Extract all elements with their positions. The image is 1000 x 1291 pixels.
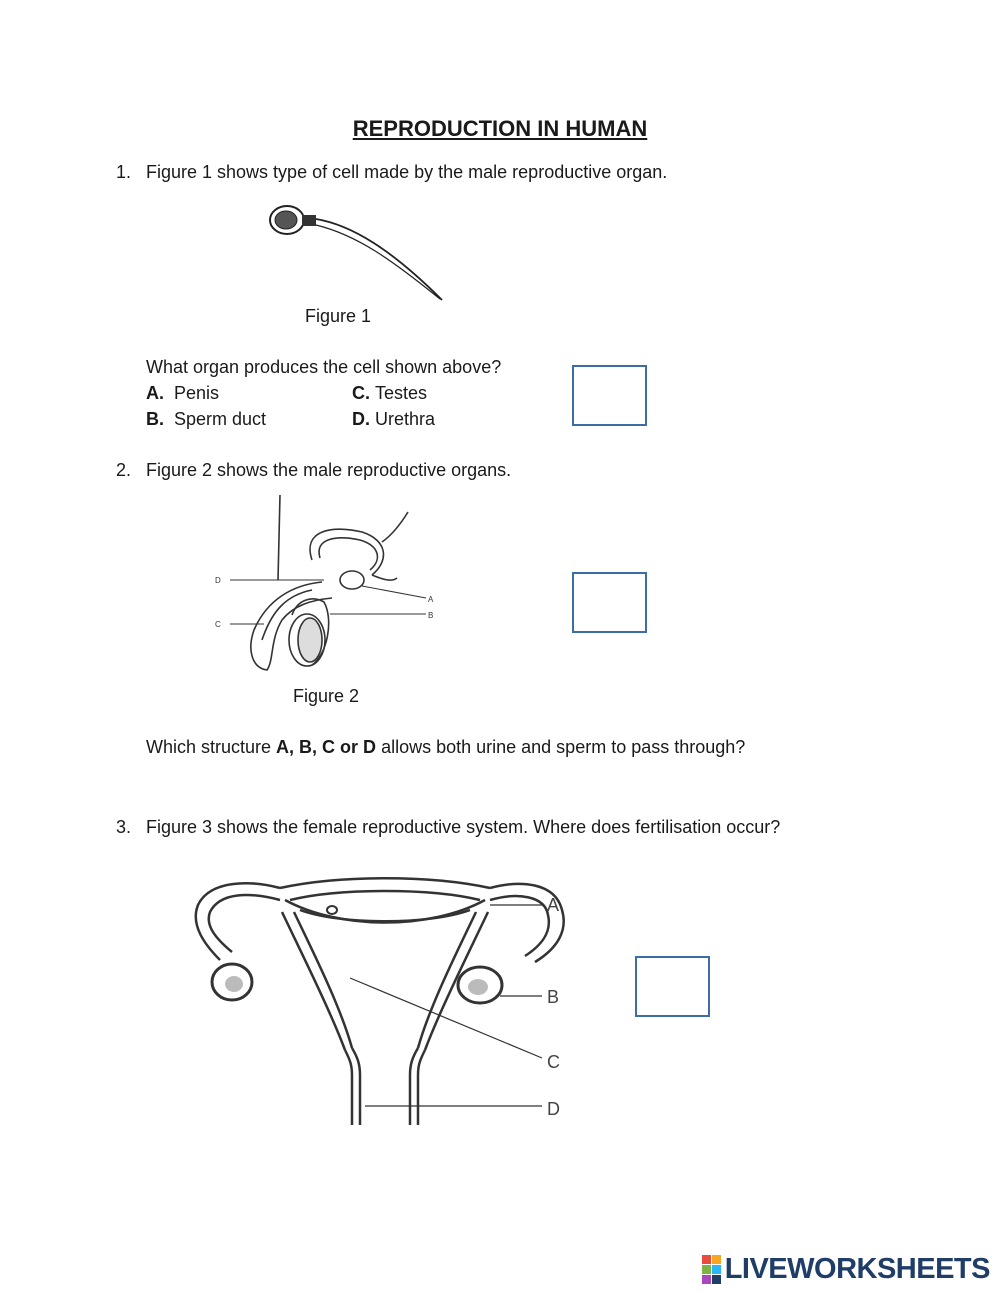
answer-box-2[interactable] — [572, 572, 647, 633]
option-d-letter: D. — [352, 409, 370, 429]
liveworksheets-logo[interactable] — [702, 1252, 990, 1286]
question-2-prompt-end: allows both urine and sperm to pass through? — [376, 737, 746, 757]
option-b-text: Sperm duct — [174, 409, 267, 429]
option-d-text: Urethra — [375, 409, 436, 429]
option-c — [352, 383, 427, 404]
figure-1-caption: Figure 1 — [305, 306, 372, 326]
fig3-label-c: C — [547, 1052, 560, 1072]
question-2-text — [116, 460, 511, 481]
option-c-text: Testes — [375, 383, 428, 403]
answer-box-1[interactable] — [572, 365, 647, 426]
question-3-text — [116, 817, 780, 838]
option-a-letter: A. — [146, 383, 164, 403]
question-2-prompt-bold: A, B, C or D — [276, 737, 377, 757]
question-1-text — [116, 162, 667, 183]
option-a — [146, 383, 219, 404]
question-2-number: 2. — [116, 460, 132, 480]
question-2-statement: Figure 2 shows the male reproductive organs. — [146, 460, 512, 480]
option-b-letter: B. — [146, 409, 164, 429]
figure-3-female-reproductive-system — [190, 870, 580, 1135]
sperm-head — [270, 206, 316, 234]
fig2-label-a: A — [428, 595, 434, 604]
question-2-prompt-start: Which structure — [146, 737, 277, 757]
option-b — [146, 409, 266, 430]
question-1-number: 1. — [116, 162, 132, 182]
logo-text: LIVEWORKSHEETS — [724, 1252, 990, 1285]
figure-2-male-reproductive-organs — [212, 490, 452, 680]
question-3-statement: Figure 3 shows the female reproductive system. Where does fertilisation occur? — [146, 817, 781, 837]
fig2-label-d: D — [215, 576, 221, 585]
fig2-label-c: C — [215, 620, 221, 629]
question-1-prompt: What organ produces the cell shown above? — [146, 357, 502, 377]
figure-2-caption: Figure 2 — [293, 686, 360, 706]
question-3-number: 3. — [116, 817, 132, 837]
option-d — [352, 409, 435, 430]
logo-blocks-icon — [702, 1255, 721, 1284]
fig3-label-b: B — [547, 987, 560, 1007]
fig3-label-d: D — [547, 1099, 560, 1119]
question-1-statement: Figure 1 shows type of cell made by the male reproductive organ. — [146, 162, 668, 182]
option-c-letter: C. — [352, 383, 370, 403]
fig2-label-b: B — [428, 611, 434, 620]
figure-1-sperm-cell — [262, 195, 472, 310]
answer-box-3[interactable] — [635, 956, 710, 1017]
question-2-prompt — [146, 737, 745, 758]
option-a-text: Penis — [174, 383, 220, 403]
page-title: REPRODUCTION IN HUMAN — [352, 116, 648, 141]
fig3-label-a: A — [547, 895, 560, 915]
